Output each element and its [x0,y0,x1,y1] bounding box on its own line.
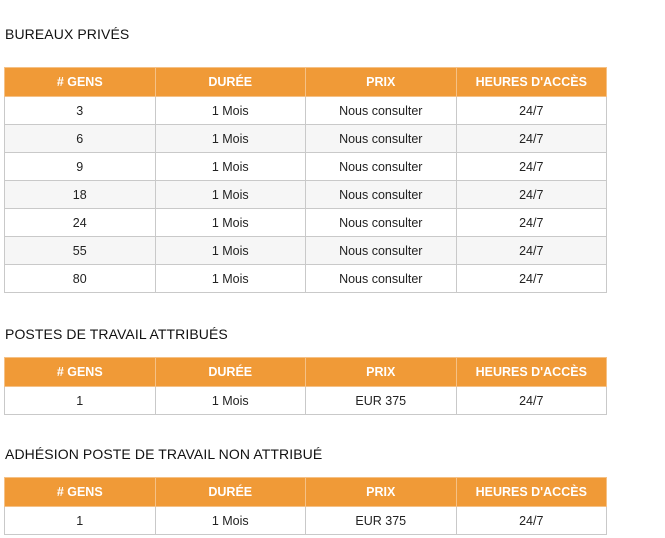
cell-duree: 1 Mois [155,387,306,415]
table-header-row [5,68,607,97]
cell-duree: 1 Mois [155,265,306,293]
column-header-duree: DURÉE [155,478,306,507]
cell-prix: Nous consulter [306,153,457,181]
cell-prix: Nous consulter [306,265,457,293]
cell-heures-acces: 24/7 [456,237,607,265]
cell-duree: 1 Mois [155,153,306,181]
cell-heures-acces: 24/7 [456,507,607,535]
cell-heures-acces: 24/7 [456,125,607,153]
column-header-heures-acces: HEURES D'ACCÈS [456,478,607,507]
table-header-row [5,358,607,387]
cell-duree: 1 Mois [155,125,306,153]
cell-duree: 1 Mois [155,97,306,125]
cell-prix: Nous consulter [306,209,457,237]
table-row [5,237,607,265]
cell-gens: 80 [5,265,156,293]
cell-gens: 24 [5,209,156,237]
table-header-row [5,478,607,507]
column-header-duree: DURÉE [155,68,306,97]
section-title-postes-attribues: POSTES DE TRAVAIL ATTRIBUÉS [5,326,228,342]
cell-gens: 3 [5,97,156,125]
table-row [5,265,607,293]
cell-gens: 18 [5,181,156,209]
cell-gens: 6 [5,125,156,153]
cell-duree: 1 Mois [155,237,306,265]
cell-prix: Nous consulter [306,237,457,265]
column-header-heures-acces: HEURES D'ACCÈS [456,68,607,97]
cell-prix: Nous consulter [306,125,457,153]
cell-duree: 1 Mois [155,209,306,237]
column-header-gens: # GENS [5,478,156,507]
pricing-table-postes-attribues [4,357,607,415]
cell-heures-acces: 24/7 [456,153,607,181]
cell-gens: 55 [5,237,156,265]
column-header-duree: DURÉE [155,358,306,387]
table-row [5,209,607,237]
column-header-heures-acces: HEURES D'ACCÈS [456,358,607,387]
pricing-table-bureaux-prives [4,67,607,293]
section-title-adhesion-non-attribue: ADHÉSION POSTE DE TRAVAIL NON ATTRIBUÉ [5,446,323,462]
cell-gens: 1 [5,507,156,535]
table-row [5,507,607,535]
table-row [5,125,607,153]
column-header-gens: # GENS [5,358,156,387]
cell-gens: 9 [5,153,156,181]
cell-heures-acces: 24/7 [456,97,607,125]
cell-duree: 1 Mois [155,507,306,535]
cell-prix: EUR 375 [306,387,457,415]
pricing-table-adhesion-non-attribue [4,477,607,535]
column-header-prix: PRIX [306,358,457,387]
column-header-prix: PRIX [306,68,457,97]
cell-heures-acces: 24/7 [456,387,607,415]
column-header-gens: # GENS [5,68,156,97]
cell-heures-acces: 24/7 [456,209,607,237]
column-header-prix: PRIX [306,478,457,507]
cell-prix: EUR 375 [306,507,457,535]
table-row [5,387,607,415]
cell-prix: Nous consulter [306,97,457,125]
cell-prix: Nous consulter [306,181,457,209]
table-row [5,97,607,125]
cell-gens: 1 [5,387,156,415]
table-row [5,181,607,209]
cell-heures-acces: 24/7 [456,265,607,293]
table-row [5,153,607,181]
cell-duree: 1 Mois [155,181,306,209]
cell-heures-acces: 24/7 [456,181,607,209]
section-title-bureaux-prives: BUREAUX PRIVÉS [5,26,130,42]
